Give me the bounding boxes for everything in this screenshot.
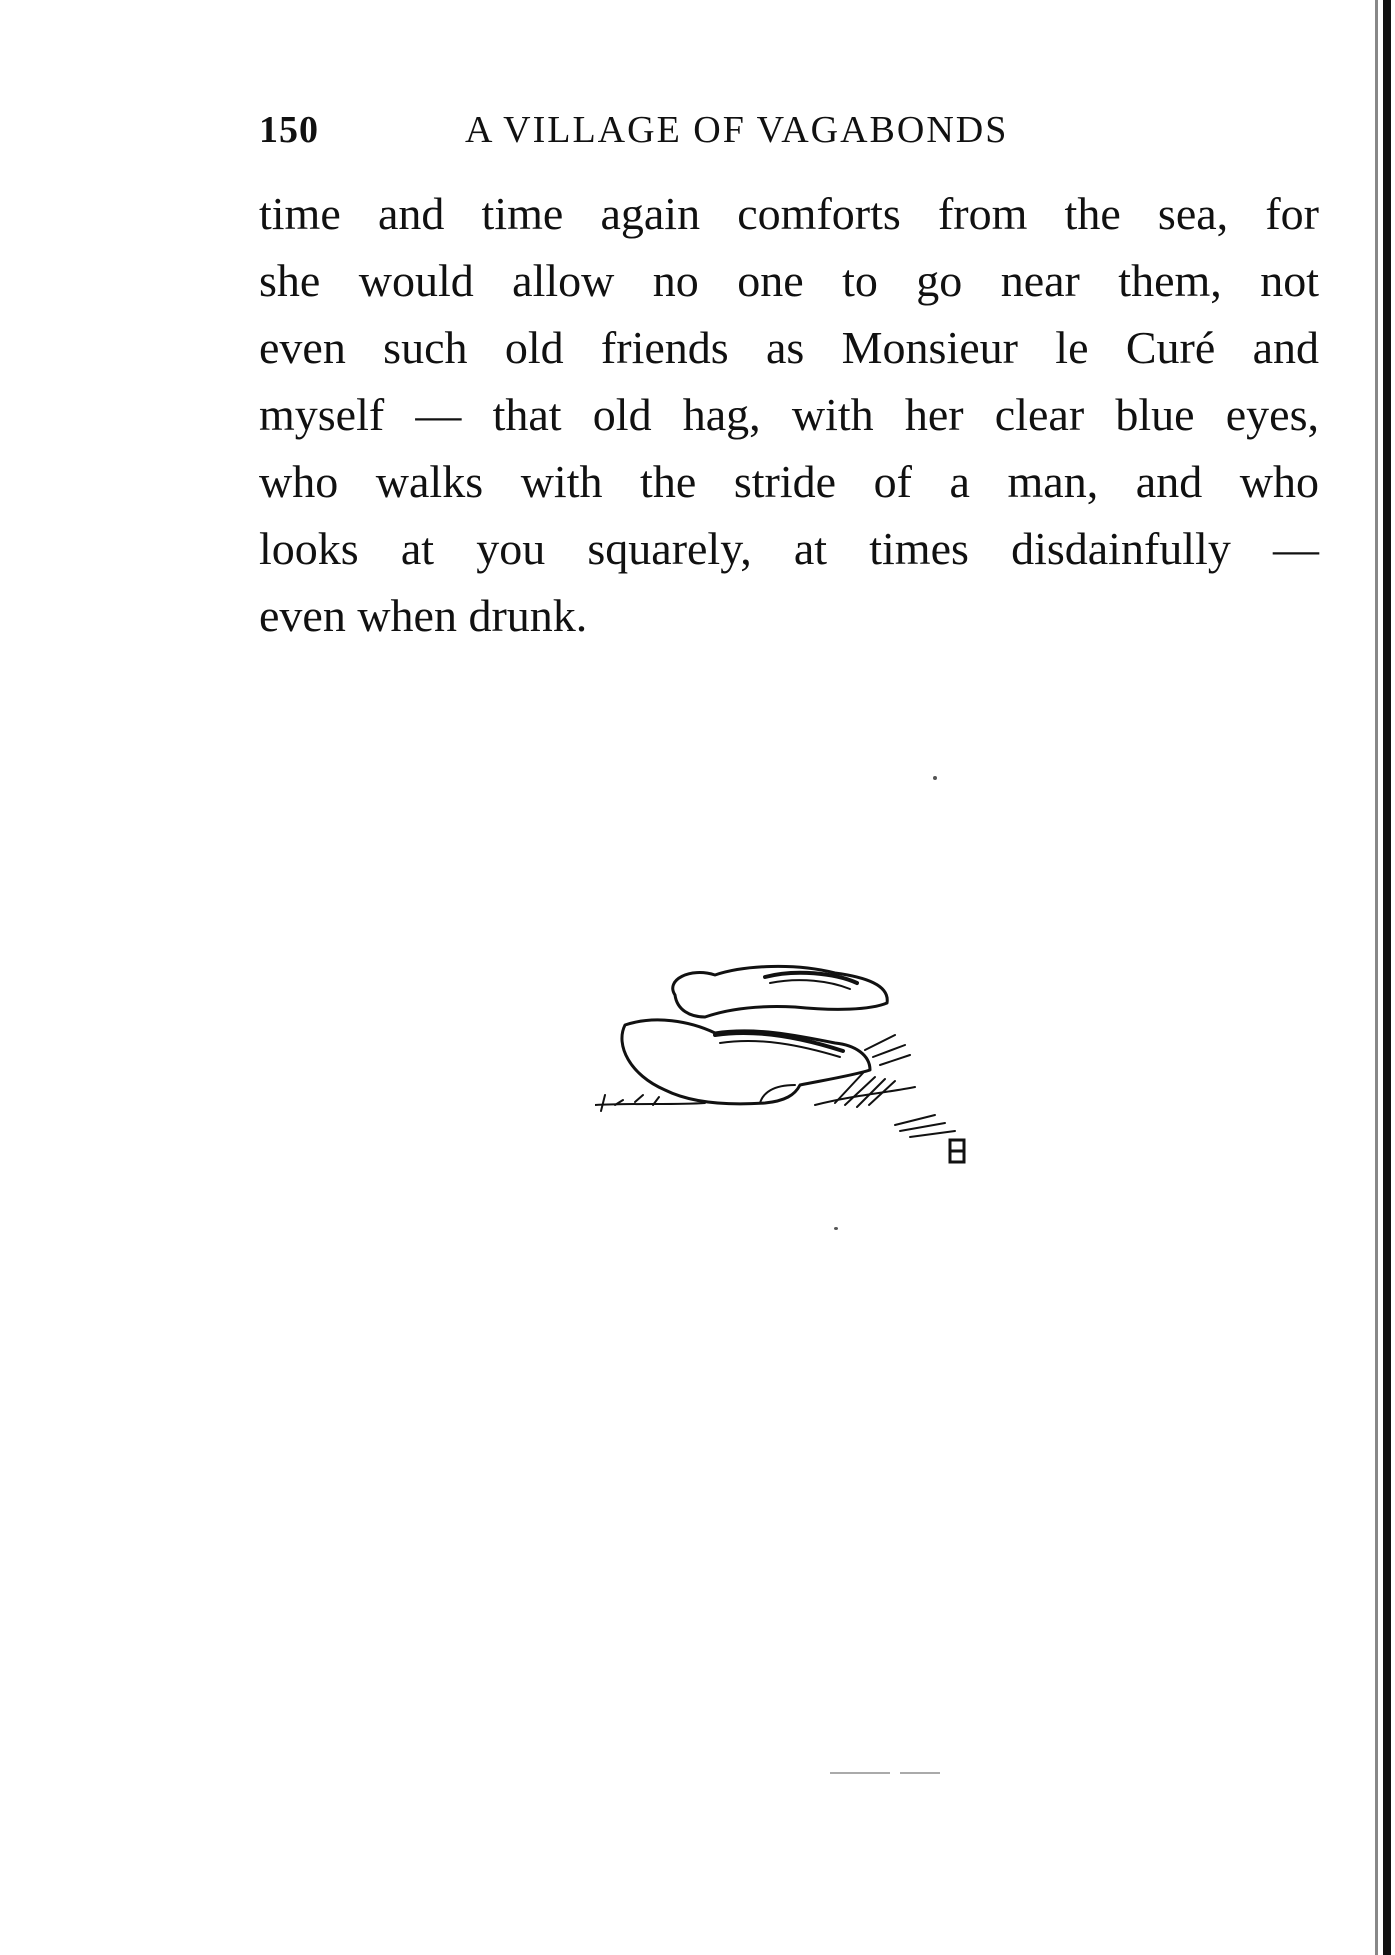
text-line: myself — that old hag, with her clear blue eyes,	[259, 389, 1319, 440]
scan-speck	[900, 1772, 940, 1774]
scan-speck	[834, 1227, 838, 1230]
body-paragraph	[259, 180, 1319, 649]
text-line: who walks with the stride of a man, and who	[259, 456, 1319, 507]
scan-speck	[830, 1772, 890, 1774]
book-title: A VILLAGE OF VAGABONDS	[465, 109, 1009, 151]
page-number: 150	[259, 109, 319, 151]
text-line: looks at you squarely, at times disdainfully —	[259, 523, 1319, 574]
text-line: even when drunk.	[259, 590, 588, 641]
scan-speck	[933, 776, 937, 780]
text-line: even such old friends as Monsieur le Curé and	[259, 322, 1319, 373]
clogs-illustration	[595, 955, 995, 1175]
text-line: time and time again comforts from the sea, for	[259, 188, 1319, 239]
page-binding-edge	[1373, 0, 1395, 1955]
monogram	[950, 1140, 964, 1162]
running-head	[259, 108, 1319, 158]
text-line: she would allow no one to go near them, not	[259, 255, 1319, 306]
